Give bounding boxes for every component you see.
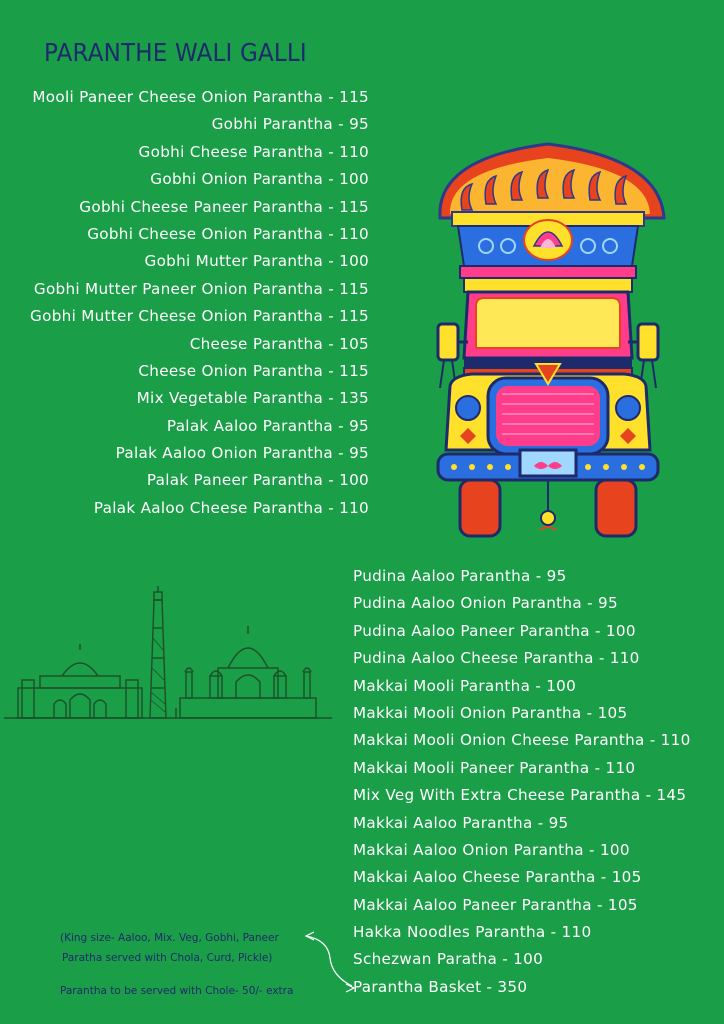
menu-item: Hakka Noodles Parantha - 110 [353,923,592,942]
menu-item: Makkai Mooli Onion Cheese Parantha - 110 [353,731,691,750]
menu-item: Pudina Aaloo Onion Parantha - 95 [353,594,618,613]
menu-item: Pudina Aaloo Paneer Parantha - 100 [353,621,636,640]
menu-item: Mix Veg With Extra Cheese Parantha - 145 [353,786,687,805]
menu-item: Gobhi Mutter Paneer Onion Parantha - 115 [33,279,369,298]
menu-item: Pudina Aaloo Parantha - 95 [353,567,567,585]
menu-item: Palak Aaloo Parantha - 95 [166,416,369,435]
menu-item: Gobhi Mutter Cheese Onion Parantha - 115 [30,307,369,326]
menu-item: Makkai Mooli Parantha - 100 [353,676,577,695]
menu-item: Makkai Mooli Paneer Parantha - 110 [353,758,636,777]
menu-item: Schezwan Paratha - 100 [353,950,544,969]
menu-item: Mooli Paneer Cheese Onion Parantha - 115 [32,88,369,106]
menu-item: Cheese Parantha - 105 [189,334,369,353]
menu-list-right [353,565,691,1003]
menu-list-left [30,86,369,524]
note-arrow-lines [296,926,360,996]
menu-item: Makkai Aaloo Parantha - 95 [353,813,569,832]
menu-item: Palak Aaloo Onion Parantha - 95 [115,444,369,463]
menu-item: Makkai Aaloo Onion Parantha - 100 [353,840,630,859]
page-title: PARANTHE WALI GALLI [44,38,307,67]
menu-item: Makkai Aaloo Cheese Parantha - 105 [353,868,642,887]
note-line: (King size- Aaloo, Mix. Veg, Gobhi, Paneer [60,932,279,944]
menu-item: Parantha Basket - 350 [353,977,528,996]
menu-item: Gobhi Onion Parantha - 100 [150,170,369,189]
menu-item: Gobhi Parantha - 95 [211,115,369,134]
menu-item: Pudina Aaloo Cheese Parantha - 110 [353,649,640,668]
menu-item: Gobhi Cheese Paneer Parantha - 115 [79,197,369,216]
menu-item: Gobhi Cheese Parantha - 110 [138,142,369,161]
menu-item: Cheese Onion Parantha - 115 [138,361,369,380]
menu-item: Palak Aaloo Cheese Parantha - 110 [93,498,369,517]
menu-item: Gobhi Mutter Parantha - 100 [144,252,369,271]
note-line: Paratha served with Chola, Curd, Pickle) [62,952,273,964]
note-line: Parantha to be served with Chole- 50/- extra [60,985,294,997]
menu-item: Makkai Aaloo Paneer Parantha - 105 [353,895,638,914]
decorated-truck-illustration [428,138,668,544]
menu-item: Makkai Mooli Onion Parantha - 105 [353,703,628,722]
menu-item: Palak Paneer Parantha - 100 [146,471,369,490]
delhi-skyline-illustration [0,580,336,726]
menu-item: Mix Vegetable Parantha - 135 [136,389,369,408]
menu-item: Gobhi Cheese Onion Parantha - 110 [87,224,369,243]
